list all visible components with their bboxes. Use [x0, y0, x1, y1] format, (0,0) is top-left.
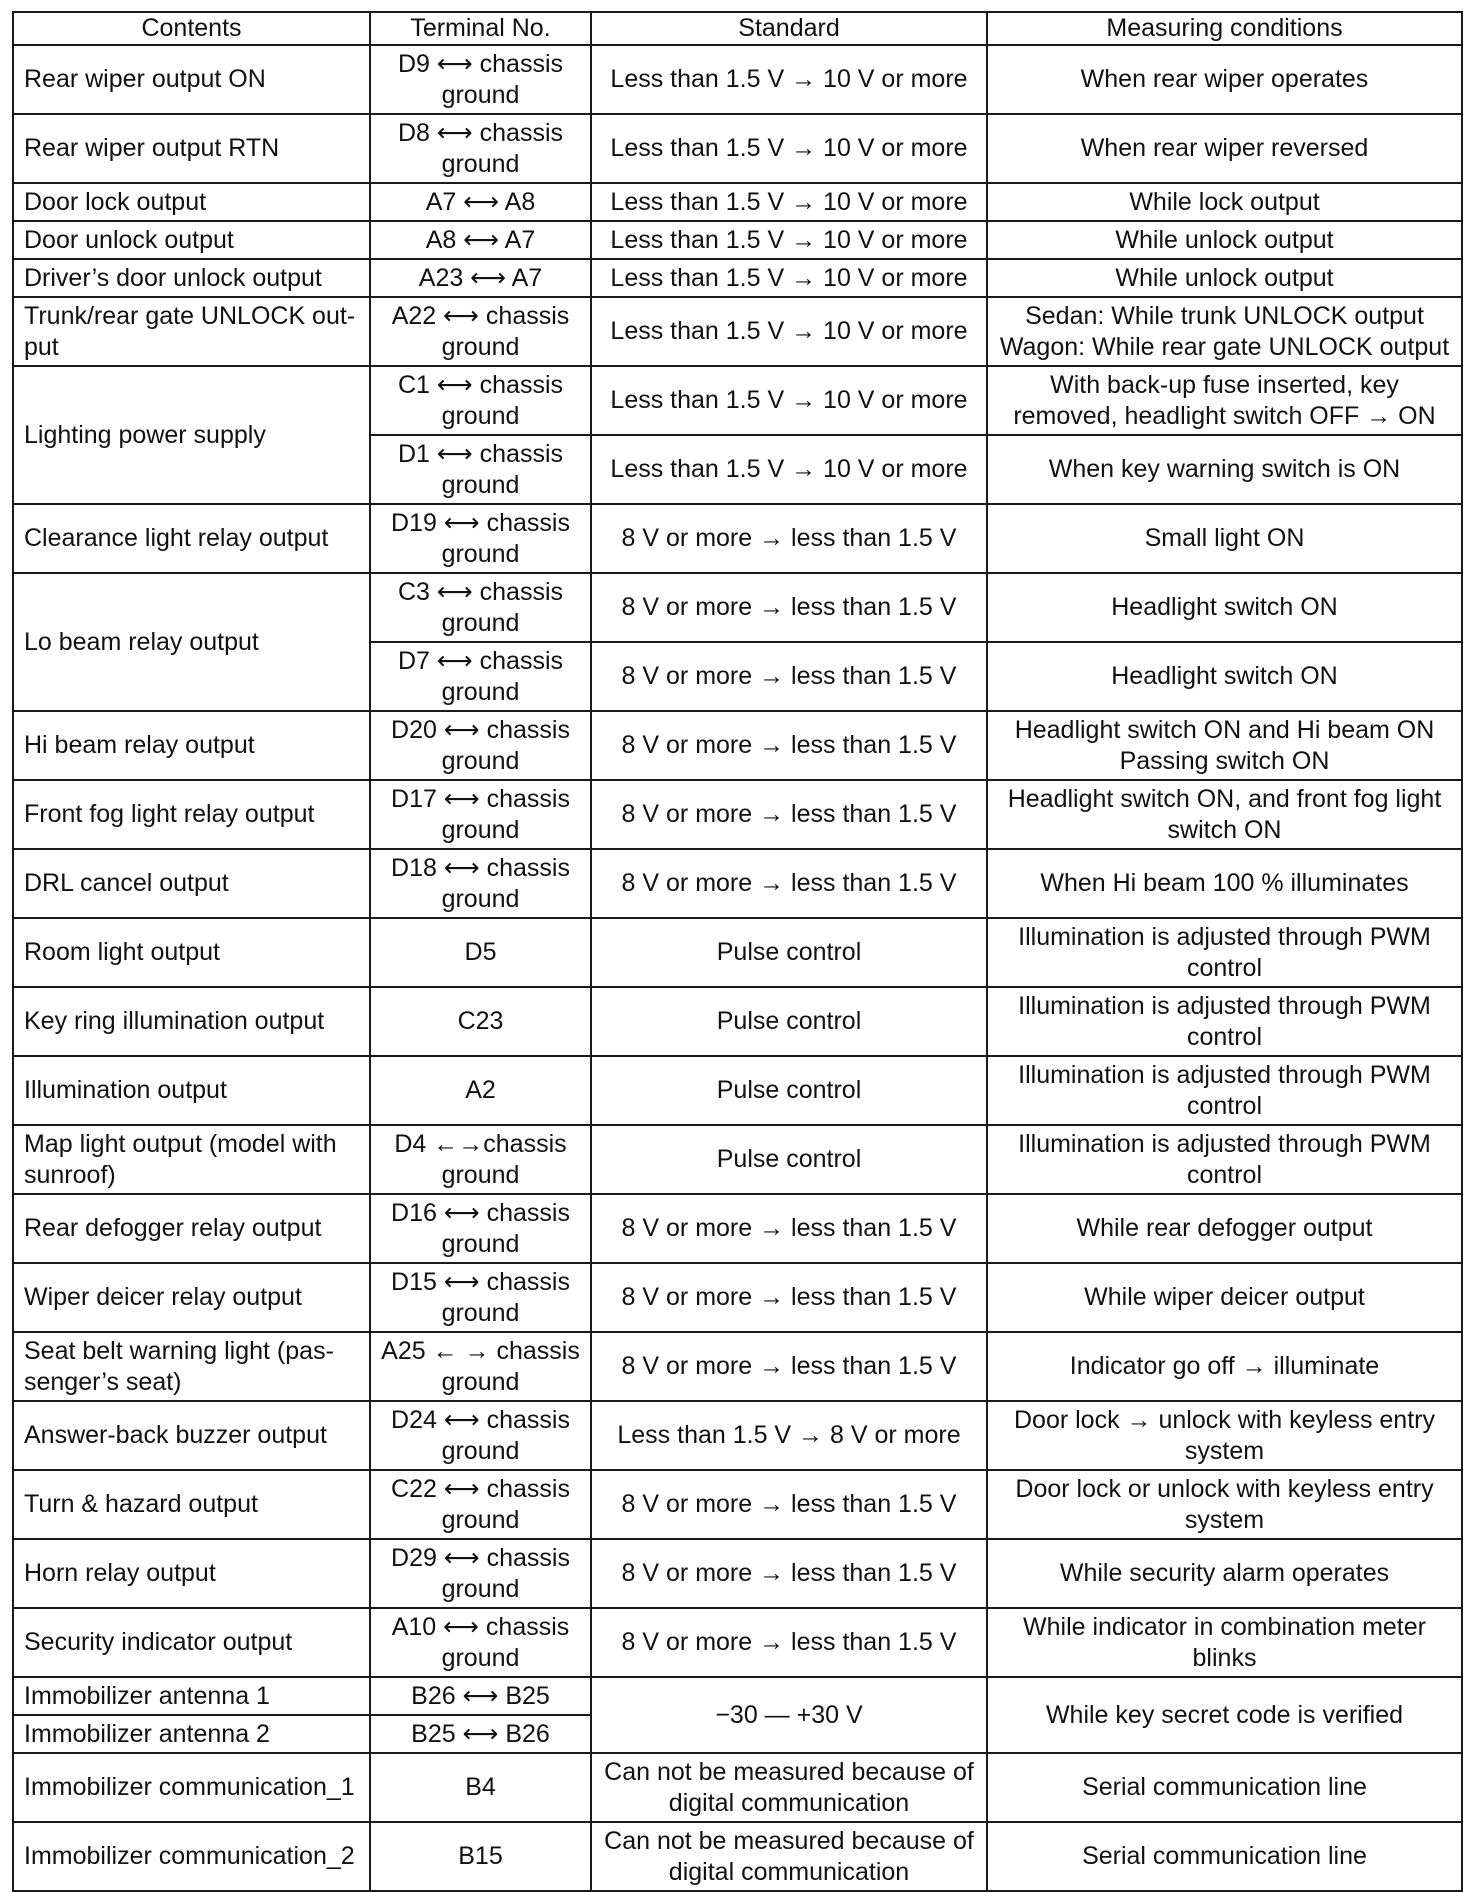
standard-line: Less than 1.5 V → 8 V or more — [617, 1421, 961, 1449]
terminal-line: C3 ⟷ chassis — [397, 577, 564, 606]
table-body — [13, 45, 1462, 1891]
standard-cell — [591, 1194, 987, 1263]
standard-line: Less than 1.5 V → 10 V or more — [610, 455, 968, 483]
standard-line: 8 V or more → less than 1.5 V — [621, 524, 957, 552]
contents-text: DRL cancel output — [24, 869, 229, 897]
terminal-cell — [370, 1715, 591, 1753]
standard-line: digital communication — [668, 1857, 910, 1886]
contents-cell — [13, 183, 370, 221]
conditions-cell — [987, 1263, 1462, 1332]
contents-cell — [13, 366, 370, 504]
conditions-cell — [987, 1194, 1462, 1263]
contents-text: Driver’s door unlock output — [24, 263, 322, 292]
standard-cell — [591, 918, 987, 987]
conditions-cell — [987, 780, 1462, 849]
terminal-line: ground — [441, 608, 520, 637]
standard-cell — [591, 114, 987, 183]
standard-cell — [591, 1677, 987, 1753]
terminal-cell — [370, 114, 591, 183]
contents-cell — [13, 987, 370, 1056]
contents-text: Trunk/rear gate UNLOCK out- — [24, 301, 356, 330]
terminal-line: ground — [441, 332, 520, 361]
terminal-cell — [370, 1332, 591, 1401]
terminal-cell — [370, 1263, 591, 1332]
contents-text: Security indicator output — [24, 1628, 293, 1656]
terminal-cell — [370, 366, 591, 435]
contents-text: Immobilizer communication_2 — [24, 1842, 355, 1870]
conditions-cell — [987, 711, 1462, 780]
conditions-cell — [987, 642, 1462, 711]
conditions-line: While lock output — [1129, 187, 1320, 216]
conditions-cell — [987, 1539, 1462, 1608]
terminal-line: C1 ⟷ chassis — [397, 370, 564, 399]
conditions-line: With back-up fuse inserted, key — [1050, 370, 1399, 399]
terminal-cell — [370, 1125, 591, 1194]
contents-cell — [13, 1753, 370, 1822]
standard-line: 8 V or more → less than 1.5 V — [621, 1283, 957, 1311]
terminal-cell — [370, 504, 591, 573]
contents-cell — [13, 1539, 370, 1608]
contents-text: Map light output (model with — [24, 1129, 337, 1158]
table-row — [13, 849, 1462, 918]
terminal-line: D7 ⟷ chassis — [397, 646, 564, 675]
contents-cell — [13, 780, 370, 849]
contents-cell — [13, 1715, 370, 1753]
standard-cell — [591, 45, 987, 114]
table-row — [13, 780, 1462, 849]
conditions-line: control — [1186, 953, 1263, 982]
contents-cell — [13, 1125, 370, 1194]
standard-line: 8 V or more → less than 1.5 V — [621, 1352, 957, 1380]
conditions-line: When key warning switch is ON — [1048, 455, 1401, 483]
conditions-cell — [987, 259, 1462, 297]
terminal-line: ground — [441, 1436, 520, 1465]
table-row — [13, 1125, 1462, 1194]
standard-line: Pulse control — [716, 1145, 862, 1173]
conditions-line: Illumination is adjusted through PWM — [1018, 1060, 1431, 1089]
contents-cell — [13, 1056, 370, 1125]
contents-text: Wiper deicer relay output — [24, 1283, 302, 1311]
terminal-line: A22 ⟷ chassis — [391, 301, 570, 330]
contents-text: Seat belt warning light (pas- — [24, 1336, 334, 1365]
terminal-cell — [370, 1470, 591, 1539]
conditions-line: Headlight switch ON — [1111, 662, 1338, 690]
terminal-line: D4 ←→chassis — [394, 1129, 567, 1158]
table-row — [13, 918, 1462, 987]
table-row — [13, 1539, 1462, 1608]
standard-line: Less than 1.5 V → 10 V or more — [610, 225, 968, 254]
standard-cell — [591, 297, 987, 366]
standard-line: 8 V or more → less than 1.5 V — [621, 1559, 957, 1587]
conditions-line: While unlock output — [1115, 263, 1334, 292]
terminal-line: D29 ⟷ chassis — [391, 1543, 570, 1572]
conditions-cell — [987, 45, 1462, 114]
conditions-line: While key secret code is verified — [1045, 1700, 1404, 1729]
standard-line: Can not be measured because of — [604, 1826, 974, 1855]
table-row — [13, 1822, 1462, 1891]
terminal-line: D18 ⟷ chassis — [391, 853, 570, 882]
conditions-cell — [987, 849, 1462, 918]
standard-line: −30 — +30 V — [715, 1700, 863, 1729]
standard-line: Less than 1.5 V → 10 V or more — [610, 187, 968, 216]
contents-text: Rear wiper output ON — [24, 65, 266, 93]
terminal-line: A10 ⟷ chassis — [391, 1612, 570, 1641]
conditions-cell — [987, 366, 1462, 435]
standard-cell — [591, 183, 987, 221]
standard-line: 8 V or more → less than 1.5 V — [621, 869, 957, 897]
contents-cell — [13, 711, 370, 780]
terminal-cell — [370, 987, 591, 1056]
conditions-cell — [987, 1470, 1462, 1539]
conditions-line: switch ON — [1167, 815, 1282, 844]
contents-text: Lo beam relay output — [24, 627, 259, 656]
terminal-line: D9 ⟷ chassis — [397, 49, 564, 78]
contents-cell — [13, 45, 370, 114]
conditions-line: Indicator go off → illuminate — [1069, 1352, 1380, 1380]
contents-text: Immobilizer communication_1 — [24, 1773, 355, 1801]
standard-line: Less than 1.5 V → 10 V or more — [610, 263, 968, 292]
conditions-line: system — [1184, 1436, 1265, 1465]
conditions-line: Illumination is adjusted through PWM — [1018, 922, 1431, 951]
contents-text: senger’s seat) — [24, 1367, 182, 1396]
conditions-cell — [987, 1056, 1462, 1125]
conditions-line: Serial communication line — [1082, 1842, 1367, 1870]
terminal-cell — [370, 1753, 591, 1822]
terminal-line: ground — [441, 149, 520, 178]
conditions-cell — [987, 114, 1462, 183]
header-contents: Contents — [13, 12, 370, 45]
terminal-line: D17 ⟷ chassis — [391, 784, 570, 813]
terminal-cell — [370, 573, 591, 642]
terminal-line: D24 ⟷ chassis — [391, 1405, 570, 1434]
contents-cell — [13, 918, 370, 987]
conditions-cell — [987, 918, 1462, 987]
conditions-line: Headlight switch ON and Hi beam ON — [1014, 715, 1435, 744]
standard-cell — [591, 259, 987, 297]
terminal-line: A2 — [465, 1076, 496, 1104]
standard-cell — [591, 366, 987, 435]
standard-cell — [591, 504, 987, 573]
standard-line: Less than 1.5 V → 10 V or more — [610, 134, 968, 162]
terminal-line: ground — [441, 815, 520, 844]
conditions-line: system — [1184, 1505, 1265, 1534]
conditions-cell — [987, 1332, 1462, 1401]
terminal-cell — [370, 711, 591, 780]
table-row — [13, 1056, 1462, 1125]
table-row — [13, 183, 1462, 221]
terminal-cell — [370, 918, 591, 987]
conditions-line: control — [1186, 1160, 1263, 1189]
terminal-spec-table — [12, 11, 1463, 1892]
standard-line: digital communication — [668, 1788, 910, 1817]
header-terminal-no: Terminal No. — [370, 12, 591, 45]
terminal-line: ground — [441, 1643, 520, 1672]
conditions-cell — [987, 1822, 1462, 1891]
terminal-line: ground — [441, 539, 520, 568]
conditions-cell — [987, 573, 1462, 642]
standard-cell — [591, 711, 987, 780]
terminal-cell — [370, 1608, 591, 1677]
terminal-cell — [370, 1539, 591, 1608]
contents-text: Key ring illumination output — [24, 1007, 325, 1035]
conditions-line: While wiper deicer output — [1084, 1283, 1365, 1311]
conditions-line: Door lock → unlock with keyless entry — [1014, 1405, 1435, 1434]
standard-line: 8 V or more → less than 1.5 V — [621, 662, 957, 690]
terminal-line: D1 ⟷ chassis — [397, 439, 564, 468]
standard-line: Less than 1.5 V → 10 V or more — [610, 317, 968, 345]
terminal-cell — [370, 45, 591, 114]
conditions-line: control — [1186, 1091, 1263, 1120]
terminal-line: ground — [441, 1367, 520, 1396]
table-row — [13, 1194, 1462, 1263]
terminal-line: C23 — [457, 1007, 504, 1035]
contents-cell — [13, 1263, 370, 1332]
conditions-cell — [987, 221, 1462, 259]
terminal-cell — [370, 1194, 591, 1263]
table-row — [13, 573, 1462, 642]
standard-line: Less than 1.5 V → 10 V or more — [610, 65, 968, 93]
terminal-line: ground — [441, 1574, 520, 1603]
terminal-line: A23 ⟷ A7 — [418, 263, 543, 292]
terminal-cell — [370, 642, 591, 711]
contents-text: Front fog light relay output — [24, 800, 315, 828]
standard-line: 8 V or more → less than 1.5 V — [621, 800, 957, 828]
contents-cell — [13, 1677, 370, 1715]
contents-cell — [13, 297, 370, 366]
conditions-cell — [987, 1125, 1462, 1194]
table-row — [13, 1332, 1462, 1401]
standard-cell — [591, 642, 987, 711]
contents-cell — [13, 114, 370, 183]
contents-text: Illumination output — [24, 1076, 227, 1104]
header-standard: Standard — [591, 12, 987, 45]
contents-cell — [13, 1194, 370, 1263]
terminal-line: ground — [441, 1229, 520, 1258]
terminal-line: ground — [441, 746, 520, 775]
table-row — [13, 711, 1462, 780]
conditions-line: While rear defogger output — [1076, 1214, 1373, 1242]
terminal-cell — [370, 1822, 591, 1891]
table-row — [13, 1608, 1462, 1677]
conditions-cell — [987, 1753, 1462, 1822]
terminal-cell — [370, 435, 591, 504]
standard-line: 8 V or more → less than 1.5 V — [621, 731, 957, 759]
table-row — [13, 366, 1462, 435]
contents-text: Door unlock output — [24, 225, 234, 254]
conditions-cell — [987, 987, 1462, 1056]
contents-text: Immobilizer antenna 2 — [24, 1719, 270, 1748]
conditions-cell — [987, 297, 1462, 366]
conditions-line: removed, headlight switch OFF → ON — [1013, 401, 1436, 430]
conditions-line: Headlight switch ON — [1111, 593, 1338, 621]
standard-line: Can not be measured because of — [604, 1757, 974, 1786]
table-row — [13, 114, 1462, 183]
standard-cell — [591, 1401, 987, 1470]
standard-line: Pulse control — [716, 938, 862, 966]
contents-text: Clearance light relay output — [24, 524, 329, 552]
table-row — [13, 987, 1462, 1056]
conditions-line: Sedan: While trunk UNLOCK output — [1025, 301, 1424, 330]
contents-text: sunroof) — [24, 1160, 116, 1189]
terminal-line: ground — [441, 1298, 520, 1327]
contents-cell — [13, 504, 370, 573]
standard-line: 8 V or more → less than 1.5 V — [621, 593, 957, 621]
contents-text: Lighting power supply — [24, 420, 266, 449]
terminal-cell — [370, 259, 591, 297]
conditions-cell — [987, 1401, 1462, 1470]
contents-text: Immobilizer antenna 1 — [24, 1681, 270, 1710]
table-row — [13, 1677, 1462, 1715]
conditions-cell — [987, 183, 1462, 221]
header-row — [13, 12, 1462, 45]
standard-cell — [591, 435, 987, 504]
terminal-cell — [370, 849, 591, 918]
terminal-cell — [370, 1401, 591, 1470]
contents-text: Rear wiper output RTN — [24, 134, 280, 162]
terminal-line: A8 ⟷ A7 — [425, 225, 536, 254]
conditions-line: Small light ON — [1144, 524, 1305, 552]
table-row — [13, 1753, 1462, 1822]
header-measuring-conditions: Measuring conditions — [987, 12, 1462, 45]
conditions-line: While unlock output — [1115, 225, 1334, 254]
contents-text: Answer-back buzzer output — [24, 1421, 327, 1449]
terminal-line: B25 ⟷ B26 — [411, 1719, 550, 1748]
contents-cell — [13, 1608, 370, 1677]
contents-text: put — [24, 332, 59, 361]
table-row — [13, 221, 1462, 259]
conditions-line: While indicator in combination meter — [1023, 1612, 1426, 1641]
conditions-line: Headlight switch ON, and front fog light — [1007, 784, 1442, 813]
table-row — [13, 45, 1462, 114]
table-row — [13, 259, 1462, 297]
standard-cell — [591, 780, 987, 849]
standard-cell — [591, 1822, 987, 1891]
standard-cell — [591, 573, 987, 642]
contents-text: Turn & hazard output — [24, 1490, 258, 1518]
conditions-line: Illumination is adjusted through PWM — [1018, 1129, 1431, 1158]
terminal-line: D16 ⟷ chassis — [391, 1198, 570, 1227]
conditions-line: Serial communication line — [1082, 1773, 1367, 1801]
terminal-cell — [370, 183, 591, 221]
standard-cell — [591, 221, 987, 259]
terminal-line: D19 ⟷ chassis — [391, 508, 570, 537]
terminal-line: D20 ⟷ chassis — [391, 715, 570, 744]
standard-cell — [591, 1753, 987, 1822]
table-row — [13, 1263, 1462, 1332]
conditions-cell — [987, 1677, 1462, 1753]
conditions-line: Door lock or unlock with keyless entry — [1015, 1474, 1434, 1503]
contents-cell — [13, 573, 370, 711]
conditions-cell — [987, 1608, 1462, 1677]
terminal-line: ground — [441, 884, 520, 913]
terminal-line: D8 ⟷ chassis — [397, 118, 564, 147]
conditions-line: When rear wiper operates — [1080, 65, 1369, 93]
conditions-line: When rear wiper reversed — [1080, 134, 1369, 162]
standard-cell — [591, 1125, 987, 1194]
contents-text: Hi beam relay output — [24, 731, 255, 759]
table-row — [13, 1470, 1462, 1539]
conditions-line: Passing switch ON — [1119, 746, 1330, 775]
table-row — [13, 297, 1462, 366]
standard-cell — [591, 849, 987, 918]
standard-line: Pulse control — [716, 1007, 862, 1035]
conditions-cell — [987, 504, 1462, 573]
contents-cell — [13, 1822, 370, 1891]
contents-text: Door lock output — [24, 187, 207, 216]
contents-text: Horn relay output — [24, 1559, 216, 1587]
terminal-cell — [370, 780, 591, 849]
standard-cell — [591, 1056, 987, 1125]
spec-table-wrapper — [12, 11, 1463, 1892]
conditions-cell — [987, 435, 1462, 504]
terminal-cell — [370, 221, 591, 259]
conditions-line: blinks — [1192, 1643, 1257, 1672]
contents-cell — [13, 1470, 370, 1539]
terminal-line: C22 ⟷ chassis — [391, 1474, 570, 1503]
terminal-line: D5 — [464, 938, 497, 966]
terminal-cell — [370, 297, 591, 366]
standard-line: 8 V or more → less than 1.5 V — [621, 1490, 957, 1518]
terminal-line: ground — [441, 677, 520, 706]
conditions-line: When Hi beam 100 % illuminates — [1040, 869, 1409, 897]
terminal-line: ground — [441, 401, 520, 430]
contents-cell — [13, 221, 370, 259]
standard-cell — [591, 1608, 987, 1677]
standard-cell — [591, 1470, 987, 1539]
terminal-line: ground — [441, 1505, 520, 1534]
conditions-line: control — [1186, 1022, 1263, 1051]
conditions-line: Wagon: While rear gate UNLOCK output — [999, 332, 1450, 361]
contents-text: Room light output — [24, 938, 220, 966]
terminal-cell — [370, 1056, 591, 1125]
terminal-line: B15 — [458, 1842, 503, 1870]
standard-line: Less than 1.5 V → 10 V or more — [610, 386, 968, 414]
standard-cell — [591, 1332, 987, 1401]
terminal-cell — [370, 1677, 591, 1715]
contents-cell — [13, 1332, 370, 1401]
terminal-line: D15 ⟷ chassis — [391, 1267, 570, 1296]
standard-cell — [591, 987, 987, 1056]
terminal-line: ground — [441, 1160, 520, 1189]
conditions-line: Illumination is adjusted through PWM — [1018, 991, 1431, 1020]
contents-cell — [13, 849, 370, 918]
table-row — [13, 504, 1462, 573]
standard-line: 8 V or more → less than 1.5 V — [621, 1214, 957, 1242]
table-row — [13, 1401, 1462, 1470]
terminal-line: A25 ← → chassis — [381, 1336, 580, 1365]
standard-line: 8 V or more → less than 1.5 V — [621, 1628, 957, 1656]
contents-cell — [13, 259, 370, 297]
terminal-line: B26 ⟷ B25 — [411, 1681, 550, 1710]
standard-cell — [591, 1263, 987, 1332]
conditions-line: While security alarm operates — [1059, 1559, 1390, 1587]
standard-cell — [591, 1539, 987, 1608]
terminal-line: B4 — [465, 1773, 496, 1801]
terminal-line: ground — [441, 80, 520, 109]
contents-text: Rear defogger relay output — [24, 1214, 322, 1242]
contents-cell — [13, 1401, 370, 1470]
terminal-line: ground — [441, 470, 520, 499]
standard-line: Pulse control — [716, 1076, 862, 1104]
terminal-line: A7 ⟷ A8 — [425, 187, 536, 216]
